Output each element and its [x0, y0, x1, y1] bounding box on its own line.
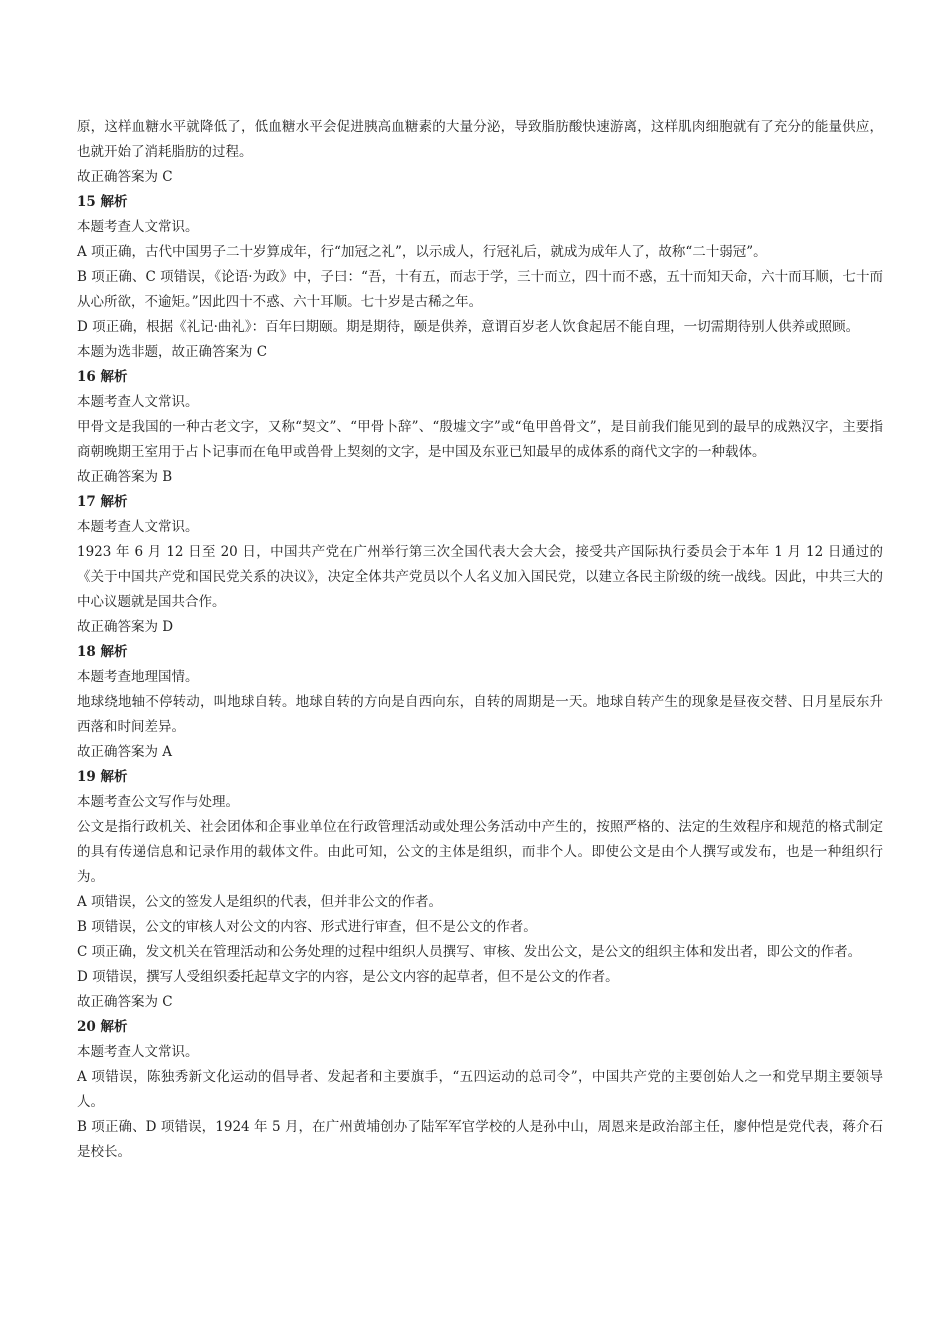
answer-line: 故正确答案为 D	[77, 619, 174, 635]
paragraph: 本题考查人文常识。	[77, 219, 199, 235]
paragraph: B 项错误，公文的审核人对公文的内容、形式进行审查，但不是公文的作者。	[77, 919, 537, 935]
paragraph: 地球绕地轴不停转动，叫地球自转。地球自转的方向是自西向东，自转的周期是一天。地球自转产生的现象是昼夜交替、日月星辰东升西落和时间差异。	[77, 694, 883, 735]
section-heading-19: 19 解析	[77, 769, 128, 785]
paragraph: D 项正确，根据《礼记·曲礼》：百年曰期颐。期是期待，颐是供养，意谓百岁老人饮食起居不能自理，一切需期待别人供养或照顾。	[77, 319, 860, 335]
answer-line: 故正确答案为 B	[77, 469, 173, 485]
section-heading-17: 17 解析	[77, 494, 128, 510]
answer-line: 故正确答案为 C	[77, 994, 173, 1010]
paragraph: D 项错误，撰写人受组织委托起草文字的内容，是公文内容的起草者，但不是公文的作者。	[77, 969, 619, 985]
answer-line: 本题为选非题，故正确答案为 C	[77, 344, 268, 360]
paragraph: 本题考查人文常识。	[77, 519, 199, 535]
paragraph: B 项正确、D 项错误，1924 年 5 月，在广州黄埔创办了陆军军官学校的人是孙中山，周恩来是政治部主任，廖仲恺是党代表，蒋介石是校长。	[77, 1119, 883, 1160]
section-heading-15: 15 解析	[77, 194, 128, 210]
paragraph: 原，这样血糖水平就降低了，低血糖水平会促进胰高血糖素的大量分泌，导致脂肪酸快速游离，这样肌肉细胞就有了充分的能量供应，也就开始了消耗脂肪的过程。	[77, 119, 883, 160]
paragraph: 本题考查人文常识。	[77, 1044, 199, 1060]
answer-line: 故正确答案为 A	[77, 744, 173, 760]
paragraph: C 项正确，发文机关在管理活动和公务处理的过程中组织人员撰写、审核、发出公文，是公文的组织主体和发出者，即公文的作者。	[77, 944, 862, 960]
paragraph: A 项错误，公文的签发人是组织的代表，但并非公文的作者。	[77, 894, 443, 910]
paragraph: 本题考查人文常识。	[77, 394, 199, 410]
paragraph: A 项错误，陈独秀新文化运动的倡导者、发起者和主要旗手，“五四运动的总司令”，中国共产党的主要创始人之一和党早期主要领导人。	[77, 1069, 883, 1110]
paragraph: B 项正确、C 项错误，《论语·为政》中，子曰：“吾，十有五，而志于学，三十而立，四十而不惑，五十而知天命，六十而耳顺，七十而从心所欲，不逾矩。”因此四十不惑、六十耳顺。七十岁是古稀之年。	[77, 269, 883, 310]
paragraph: A 项正确，古代中国男子二十岁算成年，行“加冠之礼”，以示成人，行冠礼后，就成为成年人了，故称“二十弱冠”。	[77, 244, 767, 260]
section-heading-20: 20 解析	[77, 1019, 128, 1035]
section-heading-16: 16 解析	[77, 369, 128, 385]
paragraph: 本题考查公文写作与处理。	[77, 794, 239, 810]
paragraph: 甲骨文是我国的一种古老文字，又称“契文”、“甲骨卜辞”、“殷墟文字”或“龟甲兽骨文”，是目前我们能见到的最早的成熟汉字，主要指商朝晚期王室用于占卜记事而在龟甲或兽骨上契刻的文字，是中国及东亚已知最早的成体系的商代文字的一种载体。	[77, 419, 883, 460]
section-heading-18: 18 解析	[77, 644, 128, 660]
document-page	[77, 115, 883, 1165]
paragraph: 本题考查地理国情。	[77, 669, 199, 685]
paragraph: 公文是指行政机关、社会团体和企事业单位在行政管理活动或处理公务活动中产生的，按照严格的、法定的生效程序和规范的格式制定的具有传递信息和记录作用的载体文件。由此可知，公文的主体是组织，而非个人。即使公文是由个人撰写或发布，也是一种组织行为。	[77, 819, 883, 885]
answer-line: 故正确答案为 C	[77, 169, 173, 185]
paragraph: 1923 年 6 月 12 日至 20 日，中国共产党在广州举行第三次全国代表大会大会，接受共产国际执行委员会于本年 1 月 12 日通过的《关于中国共产党和国民党关系的决议》，决定全体共产党员以个人名义加入国民党，以建立各民主阶级的统一战线。因此，中共三大的中心议题就是国共合作。	[77, 544, 883, 610]
